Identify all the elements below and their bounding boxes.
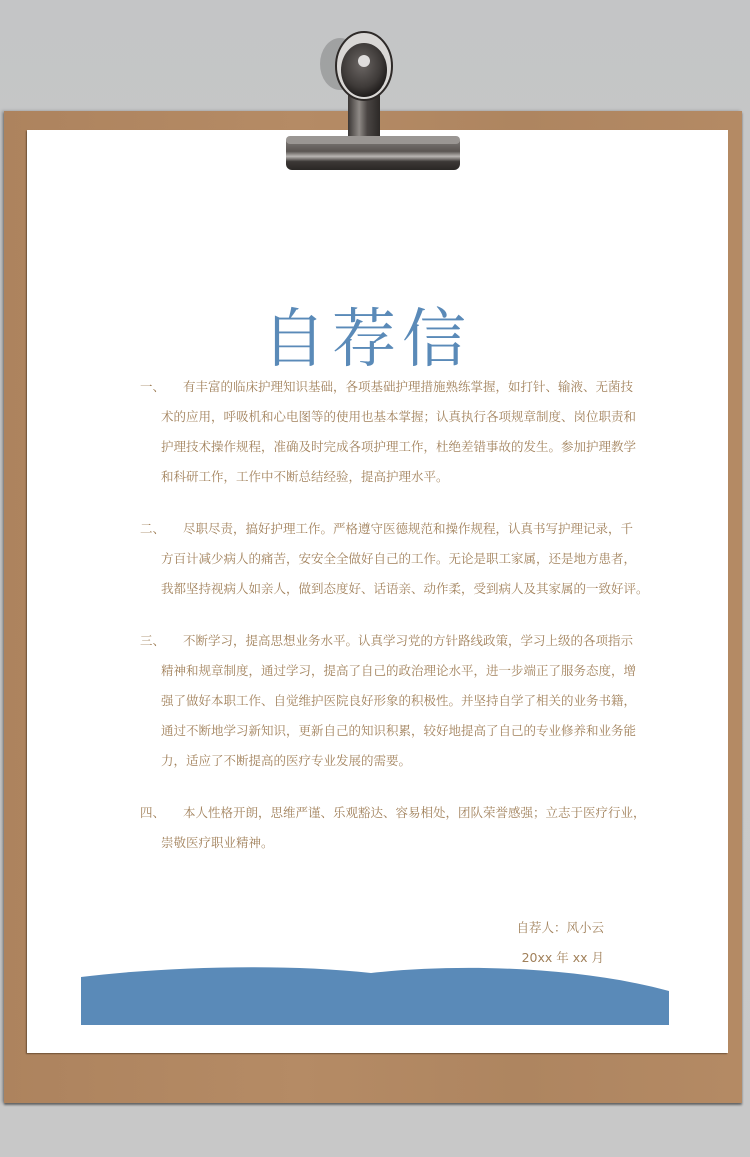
paragraph-2 — [140, 514, 649, 604]
paragraph-line: 不断学习，提高思想业务水平。认真学习党的方针路线政策，学习上级的各项指示 — [183, 633, 634, 648]
paragraph-line: 和科研工作，工作中不断总结经验，提高护理水平。 — [161, 469, 449, 484]
paragraph-line: 我都坚持视病人如亲人，做到态度好、话语亲、动作柔，受到病人及其家属的一致好评。 — [161, 581, 649, 596]
paragraph-line: 有丰富的临床护理知识基础，各项基础护理措施熟练掌握，如打针、输液、无菌技 — [183, 379, 634, 394]
paragraph-number: 二、 — [140, 521, 166, 536]
paragraph-line: 本人性格开朗，思维严谨、乐观豁达、容易相处，团队荣誉感强；立志于医疗行业， — [183, 805, 646, 820]
paragraph-line: 术的应用，呼吸机和心电图等的使用也基本掌握；认真执行各项规章制度、岗位职责和 — [161, 409, 637, 424]
paragraph-3 — [140, 626, 637, 776]
paragraph-1 — [140, 372, 637, 492]
paragraph-line: 强了做好本职工作、自觉维护医院良好形象的积极性。并坚持自学了相关的业务书籍， — [161, 693, 637, 708]
paragraph-line: 方百计减少病人的痛苦，安安全全做好自己的工作。无论是职工家属，还是地方患者， — [161, 551, 637, 566]
paragraph-number: 一、 — [140, 379, 166, 394]
paragraph-line: 通过不断地学习新知识，更新自己的知识积累，较好地提高了自己的专业修养和业务能 — [161, 723, 637, 738]
binder-clip-icon — [282, 24, 464, 172]
paragraph-4 — [140, 798, 646, 858]
letter-title: 自荐信 — [262, 302, 472, 377]
paragraph-line: 护理技术操作规程，准确及时完成各项护理工作，杜绝差错事故的发生。参加护理教学 — [161, 439, 637, 454]
paragraph-line: 力，适应了不断提高的医疗专业发展的需要。 — [161, 753, 412, 768]
paragraph-number: 三、 — [140, 633, 166, 648]
paragraph-number: 四、 — [140, 805, 166, 820]
paragraph-line: 崇敬医疗职业精神。 — [161, 835, 274, 850]
paragraph-line: 精神和规章制度，通过学习，提高了自己的政治理论水平，进一步端正了服务态度，增 — [161, 663, 637, 678]
paragraph-line: 尽职尽责，搞好护理工作。严格遵守医德规范和操作规程，认真书写护理记录，千 — [183, 521, 634, 536]
signature-author: 自荐人：风小云 — [516, 920, 604, 935]
signature-date: 20xx 年 xx 月 — [521, 950, 604, 965]
decorative-wave-band — [81, 965, 669, 1025]
